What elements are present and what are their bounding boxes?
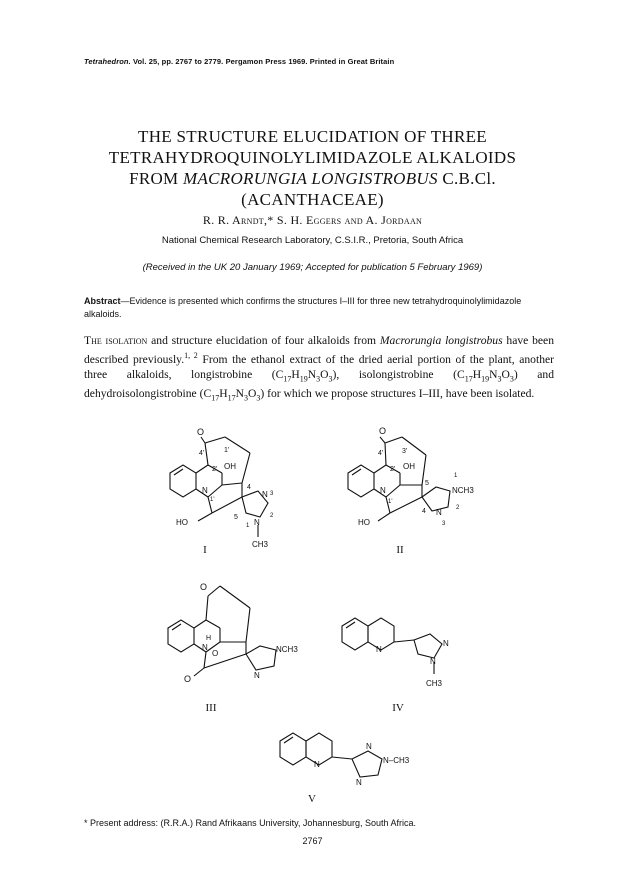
affiliation: National Chemical Research Laboratory, C.S.I.R., Pretoria, South Africa [161,235,464,246]
s1-label-2p: 2' [212,466,218,473]
title-line-3 [0,168,625,189]
formula-2-nn: 3 [497,374,502,384]
formula-1-on: 3 [328,374,333,384]
s1-atom-o: O [197,427,205,437]
s3-bond [206,596,208,620]
formula-3-o: O [247,387,257,401]
formula-3-c: 17 [211,393,220,403]
formula-1-o: O [320,367,329,381]
body-text-6: ) for which we propose structures I–III, have been isolated. [260,387,535,401]
s2-bond [386,485,400,497]
formula-2-o: O [501,367,510,381]
s1-label-c2: 2 [270,513,274,519]
s2-bond [374,465,386,473]
structure-2-label: II [396,544,404,556]
title-line-2: TETRAHYDROQUINOLYLIMIDAZOLE ALKALOIDS [108,148,517,167]
journal-press: Pergamon Press 1969. [225,57,308,66]
s1-label-n3num: 3 [270,491,274,497]
s1-bond [222,483,242,485]
s2-atom-n1: N [380,486,386,495]
s2-atom-nch3: NCH3 [452,486,474,495]
received-dates: (Received in the UK 20 January 1969; Accepted for publication 5 February 1969) [142,262,483,273]
formula-1-nn: 3 [316,374,321,384]
s2-bond [378,513,390,521]
s1-bond [198,513,212,521]
journal-name: Tetrahedron. [84,57,131,66]
body-text-2: have been described previously. [84,334,554,366]
s2-label-1p: 1' [388,499,393,505]
s4-imidazole-ring [414,634,442,658]
s1-bond [212,497,242,513]
s1-bond [242,453,250,483]
s2-atom-oh: OH [403,462,415,471]
s2-bond [385,437,402,443]
s2-label-3p: 3' [402,448,408,455]
structure-3-diagram [150,578,310,693]
structure-4-diagram [330,608,470,698]
s2-label-n3: 3 [442,521,446,527]
s2-bond [390,497,422,513]
body-lead: The isolation [84,334,148,347]
s2-benzene-ring [348,465,374,497]
journal-header [84,57,394,66]
formula-3-nn: 3 [243,393,248,403]
structure-3-label: III [205,702,217,714]
formula-1-hn: 19 [299,374,308,384]
s3-bond [208,586,220,596]
s1-label-n1bnum: 1 [246,523,250,529]
s3-bond [246,608,250,642]
s2-label-4p: 4' [378,450,384,457]
page-number: 2767 [302,836,323,846]
s2-atom-n: N [436,508,442,517]
s5-atom-n3: N [356,778,362,787]
s5-imidazole-ring [352,751,382,777]
s1-label-n1p: 1' [210,497,215,503]
s1-atom-n1b: N [254,518,260,527]
s3-atom-o3: O [184,674,192,684]
s4-atom-n: N [376,645,382,654]
s3-bond [220,586,250,608]
s2-bond [385,443,386,465]
structure-5-diagram [260,725,420,795]
s5-atom-nch3: N–CH3 [383,756,410,765]
structure-1-label: I [203,544,207,556]
footnote: * Present address: (R.R.A.) Rand Afrikaans University, Johannesburg, South Africa. [84,818,416,828]
s3-bond [194,668,204,676]
s3-atom-nch3: NCH3 [276,645,298,654]
formula-1-n: N [307,367,317,381]
s1-bond [208,485,222,497]
s3-bond [204,652,206,668]
s1-label-1p-upper: 1' [224,447,230,454]
s2-label-c2: 2 [456,505,460,511]
s5-atom-n2: N [366,742,372,751]
structure-1-diagram [150,425,300,555]
s3-benzene-ring [168,620,194,652]
s2-label-c4: 4 [422,508,426,515]
formula-3-on: 3 [256,393,261,403]
formula-1-h: H [291,367,300,381]
body-text-5: ) and dehydroisolongistrobine (C [84,367,554,401]
s1-label-c5: 5 [234,514,238,521]
structure-5-label: V [308,793,316,805]
formula-1-c: 17 [283,374,292,384]
abstract [84,295,554,321]
journal-citation: Vol. 25, pp. 2767 to 2779. [132,57,224,66]
s5-benzene-ring [280,733,306,765]
formula-2-hn: 19 [481,374,490,384]
body-text-3: From the ethanol extract of the dried aerial portion of the plant, another three alkaloids, longistrobine (C [84,352,555,381]
body-refs: 1, 2 [184,351,198,360]
s5-bond [332,757,352,759]
s5-atom-n: N [314,760,320,769]
s3-atom-o2: O [212,649,219,658]
s3-atom-h: H [206,635,212,642]
s1-atom-ch3: CH3 [252,540,269,549]
abstract-text: —Evidence is presented which confirms the structures I–III for three new tetrahydroquinolylimidazole alkaloids. [84,296,522,319]
s3-atom-n: N [202,643,208,652]
s1-atom-n1: N [202,486,208,495]
s3-bond [206,620,220,628]
s4-atom-ch3: CH3 [426,679,443,688]
formula-2-c: 17 [464,374,473,384]
s3-bond [194,620,206,628]
s1-bond [205,443,208,465]
title-species: MACRORUNGIA LONGISTROBUS [183,169,438,188]
s4-bond [394,640,414,642]
body-species: Macrorungia longistrobus [379,334,503,347]
body-paragraph [84,333,554,405]
structure-2-diagram [330,425,480,550]
journal-printed: Printed in Great Britain [309,57,395,66]
formula-3-hn: 17 [227,393,236,403]
title-line-3-a: FROM [129,169,183,188]
s2-label-c5: 5 [425,480,429,487]
authors: R. R. Arndt,* S. H. Eggers and A. Jordaan [202,213,423,227]
s1-label-c4: 4 [247,484,251,491]
s4-atom-n2: N [443,639,449,648]
formula-2-on: 3 [509,374,514,384]
formula-2-n: N [489,367,498,381]
s1-bond [205,437,225,443]
s2-atom-o: O [379,426,387,436]
s1-atom-ho: HO [176,518,188,527]
s1-label-4p: 4' [199,450,205,457]
s3-imidazole-ring [246,646,276,670]
title-line-4: (ACANTHACEAE) [241,190,384,209]
body-text-4: ), isolongistrobine (C [332,367,465,381]
s1-carbonyl-bond [201,437,205,443]
formula-3-h: H [219,387,228,401]
s3-atom-o1: O [200,582,208,592]
s2-atom-ho: HO [358,518,370,527]
s1-bond [196,465,208,473]
s2-carbonyl-bond [380,437,385,443]
s3-atom-n2: N [254,671,260,680]
s3-bond [204,654,246,668]
formula-2-h: H [472,367,482,381]
s1-benzene-ring [170,465,196,497]
s4-benzene-ring [342,618,368,650]
s1-atom-oh: OH [224,462,236,471]
s1-atom-n3: N [262,490,268,499]
abstract-label: Abstract [84,296,121,306]
body-text-1: and structure elucidation of four alkaloids from [147,334,380,347]
s4-atom-n3: N [430,657,436,666]
title-line-3-c: C.B.Cl. [437,169,496,188]
s2-label-2p: 2' [390,466,396,473]
s2-label-1: 1 [454,473,458,479]
structure-4-label: IV [392,702,404,714]
title-line-1: THE STRUCTURE ELUCIDATION OF THREE [138,127,487,146]
formula-3-n: N [235,387,244,401]
